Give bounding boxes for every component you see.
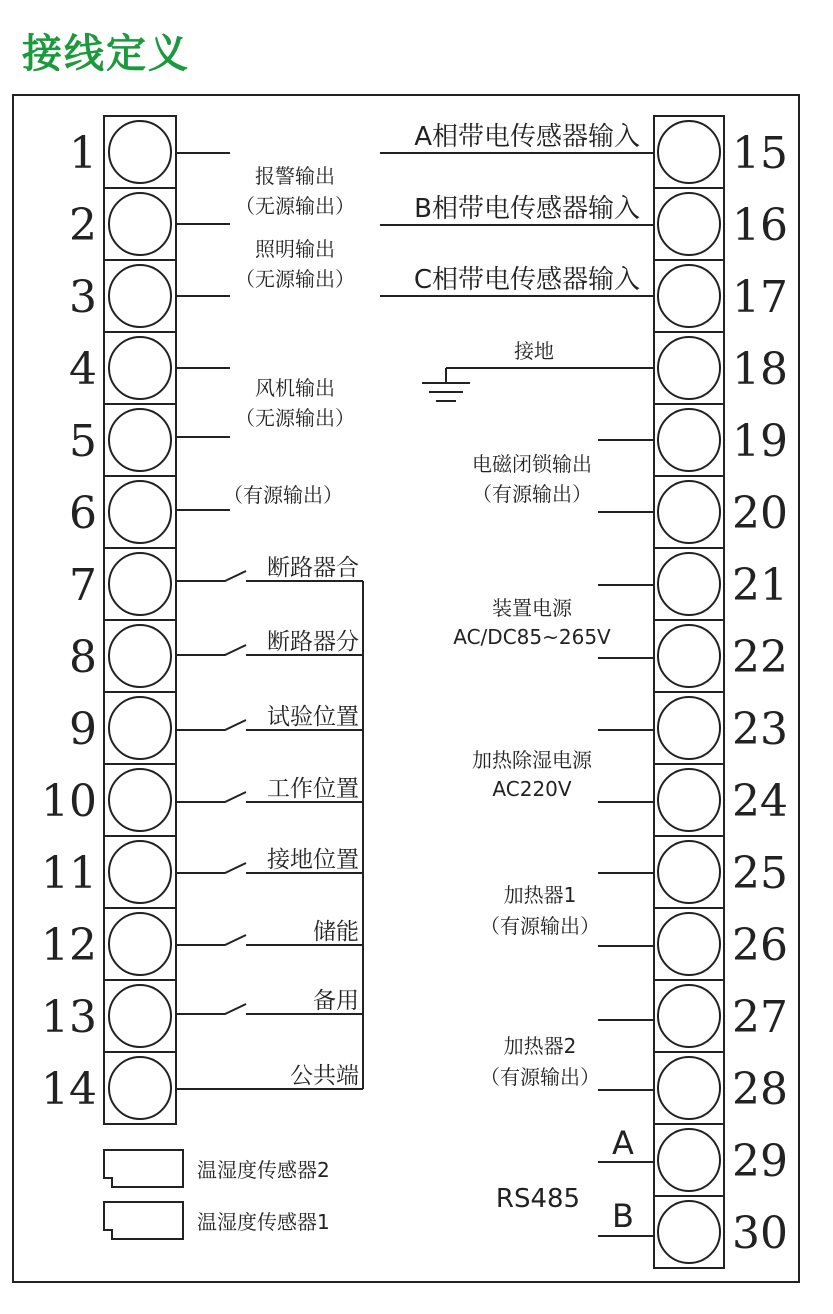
label-b-sensor: B相带电传感器输入 [414, 194, 640, 224]
terminal-number: 23 [732, 704, 788, 755]
label-sw13: 备用 [313, 988, 359, 1014]
label-sw9: 试验位置 [267, 704, 359, 730]
terminal-cell [104, 692, 176, 764]
terminal-cell [104, 332, 176, 404]
terminal-number: 1 [69, 128, 97, 179]
terminal-number: 15 [732, 128, 788, 179]
terminal-cell [654, 404, 724, 476]
terminal-cell [104, 404, 176, 476]
terminal-number: 18 [732, 344, 788, 395]
terminal-cell [654, 1196, 724, 1268]
label-ground: 接地 [514, 339, 554, 363]
left-terminal-2 [69, 188, 176, 260]
label-heat-power: 加热除湿电源 [472, 748, 592, 772]
left-terminal-4 [69, 332, 176, 404]
sensor-connector-1 [104, 1202, 183, 1239]
label-c-sensor: C相带电传感器输入 [413, 265, 640, 295]
left-terminal-3 [69, 260, 176, 332]
terminal-number: 10 [41, 776, 97, 827]
label-sensor-2: 温湿度传感器2 [197, 1158, 330, 1182]
terminal-cell [654, 476, 724, 548]
label-active6: （有源输出） [223, 483, 343, 507]
right-terminal-15 [654, 116, 788, 188]
terminal-cell [654, 1124, 724, 1196]
terminal-number: 4 [69, 344, 97, 395]
right-terminal-22 [654, 620, 788, 692]
label-lock: 电磁闭锁输出 [472, 452, 592, 476]
terminal-cell [104, 764, 176, 836]
terminal-number: 8 [69, 632, 97, 683]
terminal-cell [104, 548, 176, 620]
terminal-cell [654, 620, 724, 692]
page-title: 接线定义 [22, 31, 190, 77]
left-wiring [176, 153, 363, 1089]
terminal-cell [654, 260, 724, 332]
label-sw8: 断路器分 [267, 629, 359, 655]
left-terminal-7 [69, 548, 176, 620]
label-rs485: RS485 [495, 1184, 581, 1214]
terminal-number: 16 [732, 200, 788, 251]
label-light: 照明输出 [255, 237, 335, 261]
right-terminal-19 [654, 404, 788, 476]
right-terminal-16 [654, 188, 788, 260]
terminal-cell [654, 908, 724, 980]
left-terminal-1 [69, 116, 176, 188]
terminal-cell [104, 620, 176, 692]
terminal-number: 17 [732, 272, 788, 323]
terminal-cell [104, 260, 176, 332]
left-labels [223, 164, 359, 1089]
terminal-cell [654, 980, 724, 1052]
terminal-cell [104, 476, 176, 548]
right-terminal-17 [654, 260, 788, 332]
left-terminal-12 [41, 908, 176, 980]
label-sw11: 接地位置 [267, 847, 359, 873]
terminal-number: 5 [69, 416, 97, 467]
terminal-number: 19 [732, 416, 788, 467]
terminal-number: 21 [732, 560, 788, 611]
terminal-number: 2 [69, 200, 97, 251]
terminal-number: 30 [732, 1208, 788, 1259]
label-heater1: 加热器1 [503, 883, 577, 907]
terminal-number: 25 [732, 848, 788, 899]
label-sensor-1: 温湿度传感器1 [197, 1210, 330, 1234]
terminal-number: 6 [69, 488, 97, 539]
terminal-cell [654, 692, 724, 764]
right-terminal-21 [654, 548, 788, 620]
terminal-number: 7 [69, 560, 97, 611]
label-sw12: 储能 [313, 919, 359, 945]
terminal-cell [104, 188, 176, 260]
terminal-number: 9 [69, 704, 97, 755]
terminal-number: 20 [732, 488, 788, 539]
label-heater2-sub: （有源输出） [480, 1065, 600, 1089]
terminal-cell [654, 836, 724, 908]
right-terminal-20 [654, 476, 788, 548]
terminal-number: 22 [732, 632, 788, 683]
label-lock-sub: （有源输出） [472, 482, 592, 506]
label-rs485-a: A [612, 1124, 634, 1162]
right-terminal-23 [654, 692, 788, 764]
label-power-sub: AC/DC85~265V [453, 625, 611, 649]
label-power: 装置电源 [492, 596, 572, 620]
left-terminal-9 [69, 692, 176, 764]
terminal-cell [654, 1052, 724, 1124]
terminal-cell [654, 764, 724, 836]
right-labels [414, 122, 640, 1235]
label-alarm-sub: （无源输出） [235, 194, 355, 218]
terminal-cell [104, 980, 176, 1052]
left-terminal-11 [41, 836, 176, 908]
label-fan-sub: （无源输出） [235, 406, 355, 430]
label-rs485-b: B [612, 1197, 634, 1235]
right-terminal-24 [654, 764, 788, 836]
label-heat-power-sub: AC220V [492, 777, 572, 801]
terminal-cell [654, 116, 724, 188]
left-terminal-block [41, 116, 176, 1124]
label-alarm: 报警输出 [255, 164, 335, 188]
terminal-number: 11 [41, 848, 97, 899]
left-terminal-5 [69, 404, 176, 476]
terminal-cell [654, 332, 724, 404]
label-a-sensor: A相带电传感器输入 [414, 122, 640, 152]
left-terminal-14 [41, 1052, 176, 1124]
left-terminal-6 [69, 476, 176, 548]
left-terminal-10 [41, 764, 176, 836]
left-terminal-8 [69, 620, 176, 692]
sensor-connector-2 [104, 1150, 183, 1187]
right-terminal-30 [654, 1196, 788, 1268]
left-terminal-13 [41, 980, 176, 1052]
terminal-cell [104, 1052, 176, 1124]
label-heater2: 加热器2 [503, 1034, 577, 1058]
terminal-cell [654, 188, 724, 260]
right-terminal-block [654, 116, 788, 1268]
right-terminal-26 [654, 908, 788, 980]
right-terminal-18 [654, 332, 788, 404]
label-sw7: 断路器合 [267, 555, 359, 581]
label-heater1-sub: （有源输出） [480, 914, 600, 938]
terminal-number: 13 [41, 992, 97, 1043]
terminal-number: 26 [732, 920, 788, 971]
terminal-number: 29 [732, 1136, 788, 1187]
right-terminal-28 [654, 1052, 788, 1124]
right-terminal-25 [654, 836, 788, 908]
terminal-number: 3 [69, 272, 97, 323]
terminal-cell [104, 116, 176, 188]
label-sw10: 工作位置 [267, 776, 359, 802]
right-terminal-27 [654, 980, 788, 1052]
terminal-number: 14 [41, 1064, 97, 1115]
terminal-number: 24 [732, 776, 788, 827]
label-fan: 风机输出 [255, 376, 335, 400]
sensor-connectors [104, 1150, 183, 1239]
terminal-cell [104, 836, 176, 908]
terminal-cell [104, 908, 176, 980]
terminal-number: 28 [732, 1064, 788, 1115]
label-common: 公共端 [290, 1063, 359, 1089]
terminal-number: 27 [732, 992, 788, 1043]
label-light-sub: （无源输出） [235, 267, 355, 291]
terminal-cell [654, 548, 724, 620]
right-terminal-29 [654, 1124, 788, 1196]
terminal-number: 12 [41, 920, 97, 971]
